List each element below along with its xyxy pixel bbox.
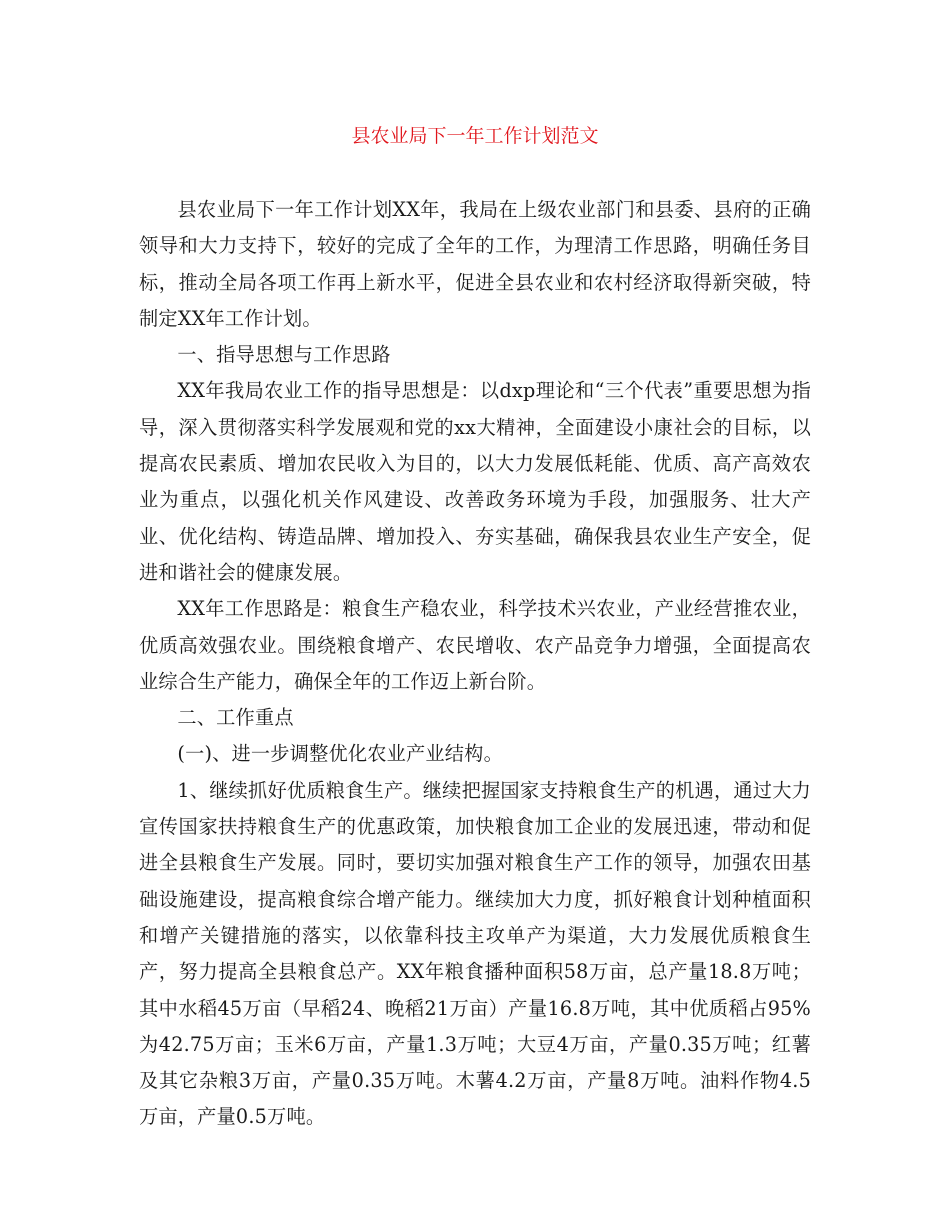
paragraph-work-approach: XX年工作思路是：粮食生产稳农业，科学技术兴农业，产业经营推农业，优质高效强农业。围绕粮食增产、农民增收、农产品竞争力增强，全面提高农业综合生产能力，确保全年的工作迈上新台阶。 <box>139 597 811 693</box>
paragraph-guiding-ideology: XX年我局农业工作的指导思想是：以dxp理论和“三个代表”重要思想为指导，深入贯彻落实科学发展观和党的xx大精神，全面建设小康社会的目标，以提高农民素质、增加农民收入为目的，以大力发展低耗能、优质、高产高效农业为重点，以强化机关作风建设、改善政务环境为手段，加强服务、壮大产业、优化结构、铸造品牌、增加投入、夯实基础，确保我县农业生产安全，促进和谐社会的健康发展。 <box>139 379 811 584</box>
paragraph-intro: 县农业局下一年工作计划XX年，我局在上级农业部门和县委、县府的正确领导和大力支持下，较好的完成了全年的工作，为理清工作思路，明确任务目标，推动全局各项工作再上新水平，促进全县农业和农村经济取得新突破，特制定XX年工作计划。 <box>139 198 811 330</box>
document-body <box>139 192 811 1136</box>
document-title: 县农业局下一年工作计划范文 <box>351 125 599 147</box>
paragraph-grain-production: 1、继续抓好优质粮食生产。继续把握国家支持粮食生产的机遇，通过大力宣传国家扶持粮食生产的优惠政策，加快粮食加工企业的发展迅速，带动和促进全县粮食生产发展。同时，要切实加强对粮食生产工作的领导，加强农田基础设施建设，提高粮食综合增产能力。继续加大力度，抓好粮食计划种植面积和增产关键措施的落实，以依靠科技主攻单产为渠道，大力发展优质粮食生产，努力提高全县粮食总产。XX年粮食播种面积58万亩，总产量18.8万吨；其中水稻45万亩（早稻24、晚稻21万亩）产量16.8万吨，其中优质稻占95%为42.75万亩；玉米6万亩，产量1.3万吨；大豆4万亩，产量0.35万吨；红薯及其它杂粮3万亩，产量0.35万吨。木薯4.2万亩，产量8万吨。油料作物4.5万亩，产量0.5万吨。 <box>139 778 811 1129</box>
section-heading-work-focus: 二、工作重点 <box>177 706 294 730</box>
subsection-heading-structure: (一)、进一步调整优化农业产业结构。 <box>177 742 503 766</box>
section-heading-guiding-ideology: 一、指导思想与工作思路 <box>177 343 391 367</box>
